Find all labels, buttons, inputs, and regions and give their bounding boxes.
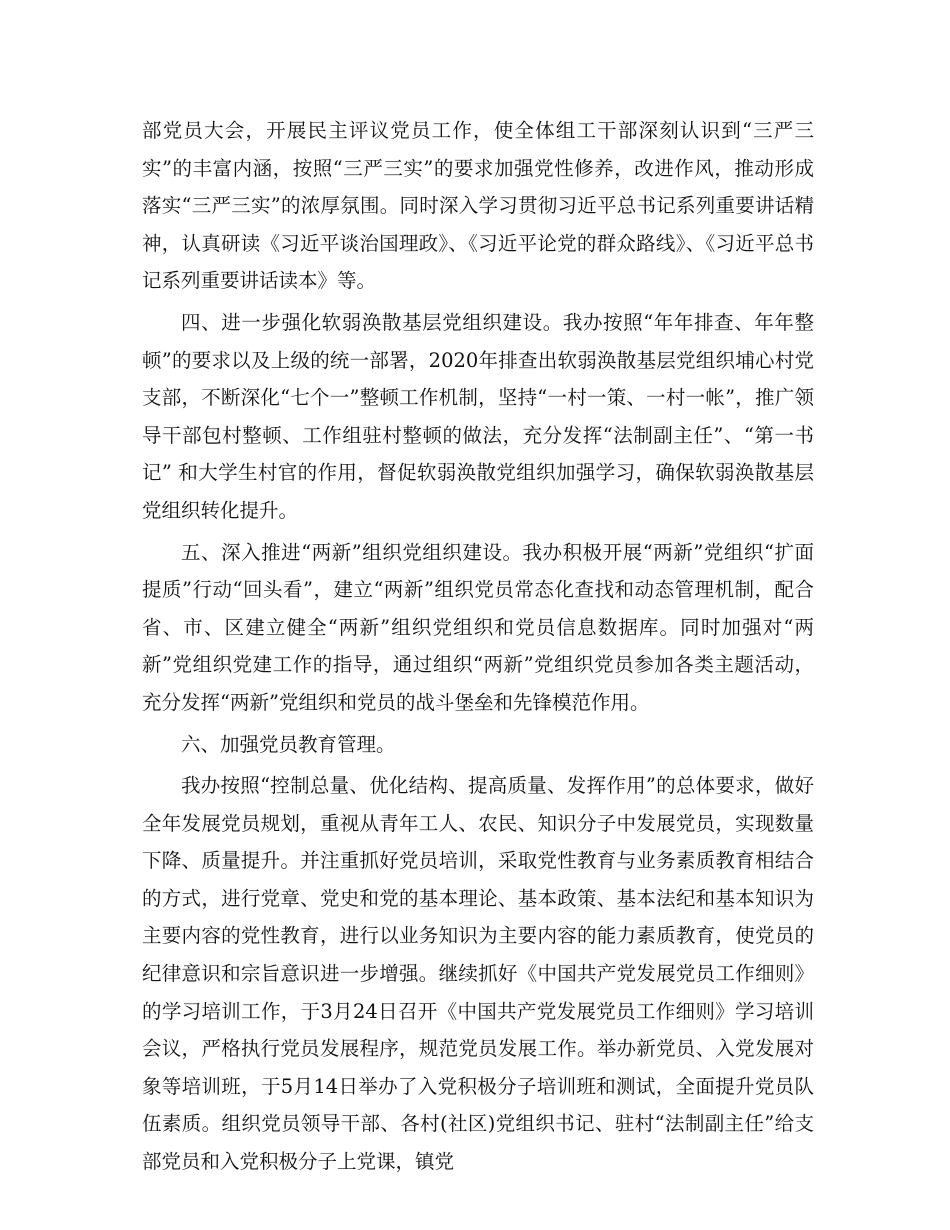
paragraph-section-five: 五、深入推进“两新”组织党组织建设。我办积极开展“两新”党组织“扩面提质”行动“回头看”，建立“两新”组织党员常态化查找和动态管理机制，配合省、市、区建立健全“两新”组织党组织和党员信息数据库。同时加强对“两新”党组织党建工作的指导，通过组织“两新”党组织党员参加各类主题活动，充分发挥“两新”党组织和党员的战斗堡垒和先锋模范作用。 xyxy=(142,540,814,714)
document-body xyxy=(142,112,814,1181)
paragraph-section-four: 四、进一步强化软弱涣散基层党组织建设。我办按照“年年排查、年年整顿”的要求以及上级的统一部署，2020年排查出软弱涣散基层党组织埔心村党支部，不断深化“七个一”整顿工作机制，坚持“一村一策、一村一帐”，推广领导干部包村整顿、工作组驻村整顿的做法，充分发挥“法制副主任”、“第一书记” 和大学生村官的作用，督促软弱涣散党组织加强学习，确保软弱涣散基层党组织转化提升。 xyxy=(142,310,814,522)
paragraph-section-six-body: 我办按照“控制总量、优化结构、提高质量、发挥作用”的总体要求，做好全年发展党员规划，重视从青年工人、农民、知识分子中发展党员，实现数量下降、质量提升。并注重抓好党员培训，采取党性教育与业务素质教育相结合的方式，进行党章、党史和党的基本理论、基本政策、基本法纪和基本知识为主要内容的党性教育，进行以业务知识为主要内容的能力素质教育，使党员的纪律意识和宗旨意识进一步增强。继续抓好《中国共产党发展党员工作细则》的学习培训工作，于3月24日召开《中国共产党发展党员工作细则》学习培训会议，严格执行党员发展程序，规范党员发展工作。举办新党员、入党发展对象等培训班，于5月14日举办了入党积极分子培训班和测试，全面提升党员队伍素质。组织党员领导干部、各村(社区)党组织书记、驻村“法制副主任”给支部党员和入党积极分子上党课，镇党 xyxy=(142,774,814,1174)
paragraph-continuation: 部党员大会，开展民主评议党员工作，使全体组工干部深刻认识到“三严三实”的丰富内涵，按照“三严三实”的要求加强党性修养，改进作风，推动形成落实“三严三实”的浓厚氛围。同时深入学习贯彻习近平总书记系列重要讲话精神，认真研读《习近平谈治国理政》、《习近平论党的群众路线》、《习近平总书记系列重要讲话读本》等。 xyxy=(142,119,814,293)
paragraph-section-six-heading: 六、加强党员教育管理。 xyxy=(181,732,396,756)
